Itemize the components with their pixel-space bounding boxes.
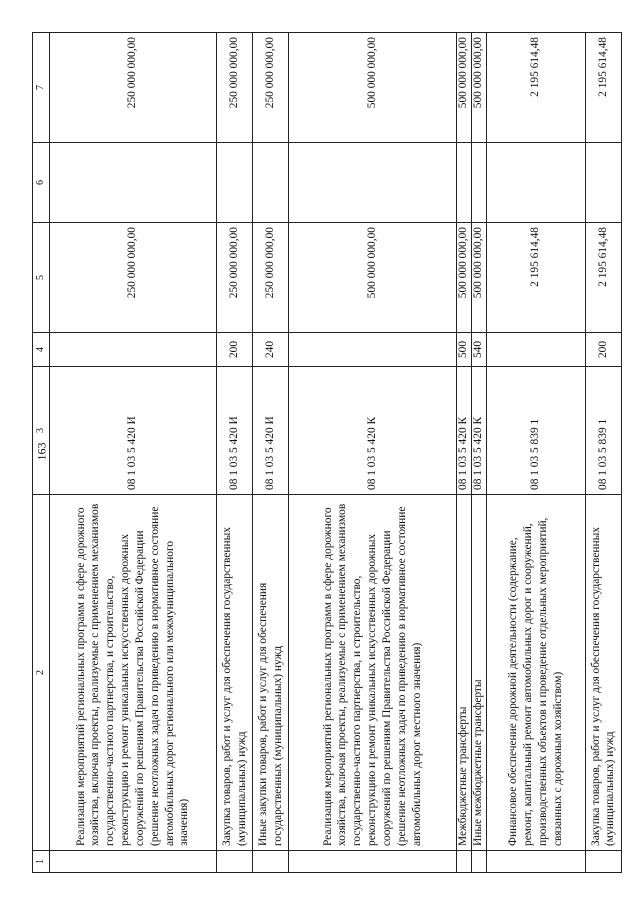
row-amount-5: 250 000 000,00 — [253, 223, 289, 333]
table-cell — [217, 851, 253, 873]
column-header-2: 2 — [33, 495, 50, 851]
row-name: Закупка товаров, работ и услуг для обеспечения государственных (муниципальных) нужд — [217, 495, 253, 851]
row-name: Финансовое обеспечение дорожной деятельности (содержание, ремонт, капитальный ремонт автомобильных дорог и сооружений, производственных объектов и проведение отдельных мероприятий, связанных с дорожным хозяйством) — [486, 495, 585, 851]
table-cell — [486, 851, 585, 873]
row-amount-5: 250 000 000,00 — [49, 223, 217, 333]
row-code: 08 1 03 5 420 И — [253, 367, 289, 495]
row-amount-6 — [456, 143, 471, 223]
table-row — [486, 33, 585, 873]
table-row — [289, 33, 457, 873]
budget-table — [32, 32, 622, 873]
column-header-6: 6 — [33, 143, 50, 223]
column-header-3: 3 — [33, 367, 50, 495]
row-name: Иные закупки товаров, работ и услуг для обеспечения государственных (муниципальных) нужд — [253, 495, 289, 851]
table-row — [471, 33, 486, 873]
row-code: 08 1 03 5 420 К — [471, 367, 486, 495]
row-vr — [289, 333, 457, 367]
row-code: 08 1 03 5 420 И — [217, 367, 253, 495]
row-amount-6 — [253, 143, 289, 223]
row-amount-5: 250 000 000,00 — [217, 223, 253, 333]
row-amount-7: 500 000 000,00 — [289, 33, 457, 143]
row-code: 08 1 03 5 839 1 — [486, 367, 585, 495]
row-code: 08 1 03 5 420 К — [456, 367, 471, 495]
row-name: Закупка товаров, работ и услуг для обеспечения государственных (муниципальных) нужд — [585, 495, 621, 851]
row-name: Межбюджетные трансферты — [456, 495, 471, 851]
table-row — [253, 33, 289, 873]
row-amount-7: 2 195 614,48 — [585, 33, 621, 143]
row-amount-7: 250 000 000,00 — [49, 33, 217, 143]
table-row — [49, 33, 217, 873]
row-amount-5: 500 000 000,00 — [471, 223, 486, 333]
table-cell — [585, 851, 621, 873]
row-amount-6 — [585, 143, 621, 223]
row-amount-5: 2 195 614,48 — [486, 223, 585, 333]
row-vr — [486, 333, 585, 367]
row-amount-6 — [471, 143, 486, 223]
row-name: Реализация мероприятий региональных программ в сфере дорожного хозяйства, включая проекты, реализуемые с применением механизмов государственно-частного партнерства, и строительство, реконструкцию и ремонт уникальных искусственных дорожных сооружений по решениям Правительства Российской Федерации (решение неотложных задач по приведению в нормативное состояние автомобильных дорог местного значения) — [289, 495, 457, 851]
row-vr: 540 — [471, 333, 486, 367]
row-name: Реализация мероприятий региональных программ в сфере дорожного хозяйства, включая проекты, реализуемые с применением механизмов государственно-частного партнерства, и строительство, реконструкцию и ремонт уникальных искусственных дорожных сооружений по решениям Правительства Российской Федерации (решение неотложных задач по приведению в нормативное состояние автомобильных дорог регионального или межмуниципального значения) — [49, 495, 217, 851]
row-amount-7: 250 000 000,00 — [253, 33, 289, 143]
row-amount-6 — [49, 143, 217, 223]
header-row — [33, 33, 50, 873]
page-number: 163 — [34, 442, 49, 461]
row-vr: 200 — [585, 333, 621, 367]
row-vr: 200 — [217, 333, 253, 367]
column-header-4: 4 — [33, 333, 50, 367]
table-cell — [253, 851, 289, 873]
row-code: 08 1 03 5 420 И — [49, 367, 217, 495]
row-vr — [49, 333, 217, 367]
row-amount-5: 2 195 614,48 — [585, 223, 621, 333]
table-row — [456, 33, 471, 873]
row-name: Иные межбюджетные трансферты — [471, 495, 486, 851]
table-row — [585, 33, 621, 873]
row-amount-7: 500 000 000,00 — [456, 33, 471, 143]
row-amount-6 — [217, 143, 253, 223]
row-amount-7: 250 000 000,00 — [217, 33, 253, 143]
table-cell — [289, 851, 457, 873]
table-cell — [49, 851, 217, 873]
row-code: 08 1 03 5 420 К — [289, 367, 457, 495]
row-amount-6 — [289, 143, 457, 223]
column-header-5: 5 — [33, 223, 50, 333]
row-amount-5: 500 000 000,00 — [289, 223, 457, 333]
row-amount-6 — [486, 143, 585, 223]
row-amount-7: 2 195 614,48 — [486, 33, 585, 143]
row-code: 08 1 03 5 839 1 — [585, 367, 621, 495]
row-amount-7: 500 000 000,00 — [471, 33, 486, 143]
row-vr: 500 — [456, 333, 471, 367]
table-cell — [456, 851, 471, 873]
column-header-7: 7 — [33, 33, 50, 143]
row-amount-5: 500 000 000,00 — [456, 223, 471, 333]
row-vr: 240 — [253, 333, 289, 367]
column-header-1: 1 — [33, 851, 50, 873]
table-row — [217, 33, 253, 873]
table-cell — [471, 851, 486, 873]
rotated-table-container — [32, 33, 622, 873]
